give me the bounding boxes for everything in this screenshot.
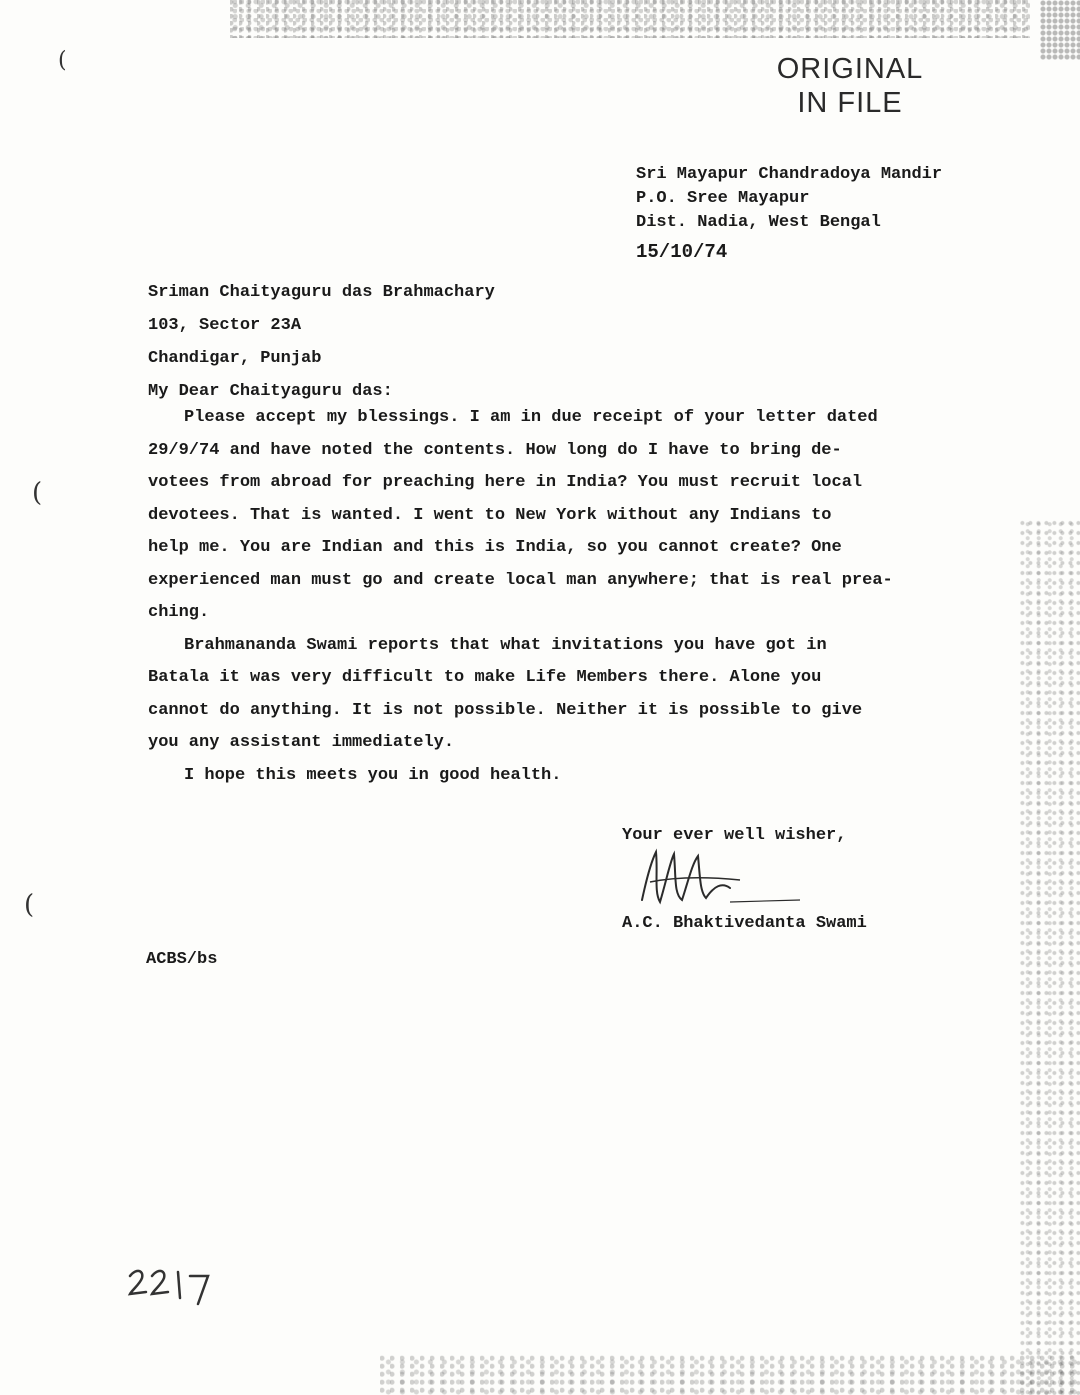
handwritten-signature bbox=[630, 842, 810, 917]
sender-address bbox=[636, 163, 942, 235]
margin-mark-middle: ( bbox=[32, 478, 43, 508]
body-line: I hope this meets you in good health. bbox=[184, 765, 562, 785]
letter-body bbox=[148, 402, 948, 792]
body-line: cannot do anything. It is not possible. Neither it is possible to give bbox=[148, 700, 863, 720]
stamp-line-1: ORIGINAL bbox=[776, 53, 924, 85]
recipient-name: Sriman Chaityaguru das Brahmachary bbox=[148, 283, 495, 302]
body-line: ching. bbox=[148, 603, 210, 622]
body-line: Please accept my blessings. I am in due receipt of your letter dated bbox=[184, 408, 878, 427]
closing-line: Your ever well wisher, bbox=[622, 826, 847, 845]
original-in-file-stamp bbox=[770, 52, 930, 120]
body-line: Batala it was very difficult to make Life Members there. Alone you bbox=[148, 668, 822, 687]
reference-initials: ACBS/bs bbox=[146, 950, 218, 969]
scan-noise-right bbox=[1020, 520, 1080, 1395]
signer-name: A.C. Bhaktivedanta Swami bbox=[622, 914, 867, 933]
scan-noise-corner bbox=[1040, 0, 1080, 60]
sender-address-line-3: Dist. Nadia, West Bengal bbox=[636, 213, 881, 232]
body-line: votees from abroad for preaching here in India? You must recruit local bbox=[148, 473, 863, 492]
salutation: My Dear Chaityaguru das: bbox=[148, 382, 393, 401]
sender-address-line-1: Sri Mayapur Chandradoya Mandir bbox=[636, 165, 943, 184]
body-line: 29/9/74 and have noted the contents. How long do I have to bring de- bbox=[148, 440, 842, 460]
body-line: Brahmananda Swami reports that what invitations you have got in bbox=[184, 635, 827, 655]
body-line: help me. You are Indian and this is India, so you cannot create? One bbox=[148, 538, 842, 557]
scan-noise-bottom bbox=[380, 1355, 1080, 1395]
margin-mark-lower: ( bbox=[24, 890, 35, 920]
body-line: you any assistant immediately. bbox=[148, 733, 455, 752]
margin-mark-top: ( bbox=[58, 48, 67, 73]
recipient-street: 103, Sector 23A bbox=[148, 316, 302, 335]
stamp-line-2: IN FILE bbox=[797, 87, 903, 119]
sender-address-line-2: P.O. Sree Mayapur bbox=[636, 189, 810, 208]
recipient-block bbox=[148, 276, 495, 408]
letter-date: 15/10/74 bbox=[636, 241, 728, 263]
body-line: experienced man must go and create local man anywhere; that is real prea- bbox=[148, 570, 893, 590]
body-line: devotees. That is wanted. I went to New York without any Indians to bbox=[148, 505, 832, 525]
scan-noise-top bbox=[230, 0, 1030, 38]
recipient-city: Chandigar, Punjab bbox=[148, 349, 322, 368]
handwritten-number bbox=[122, 1262, 222, 1312]
